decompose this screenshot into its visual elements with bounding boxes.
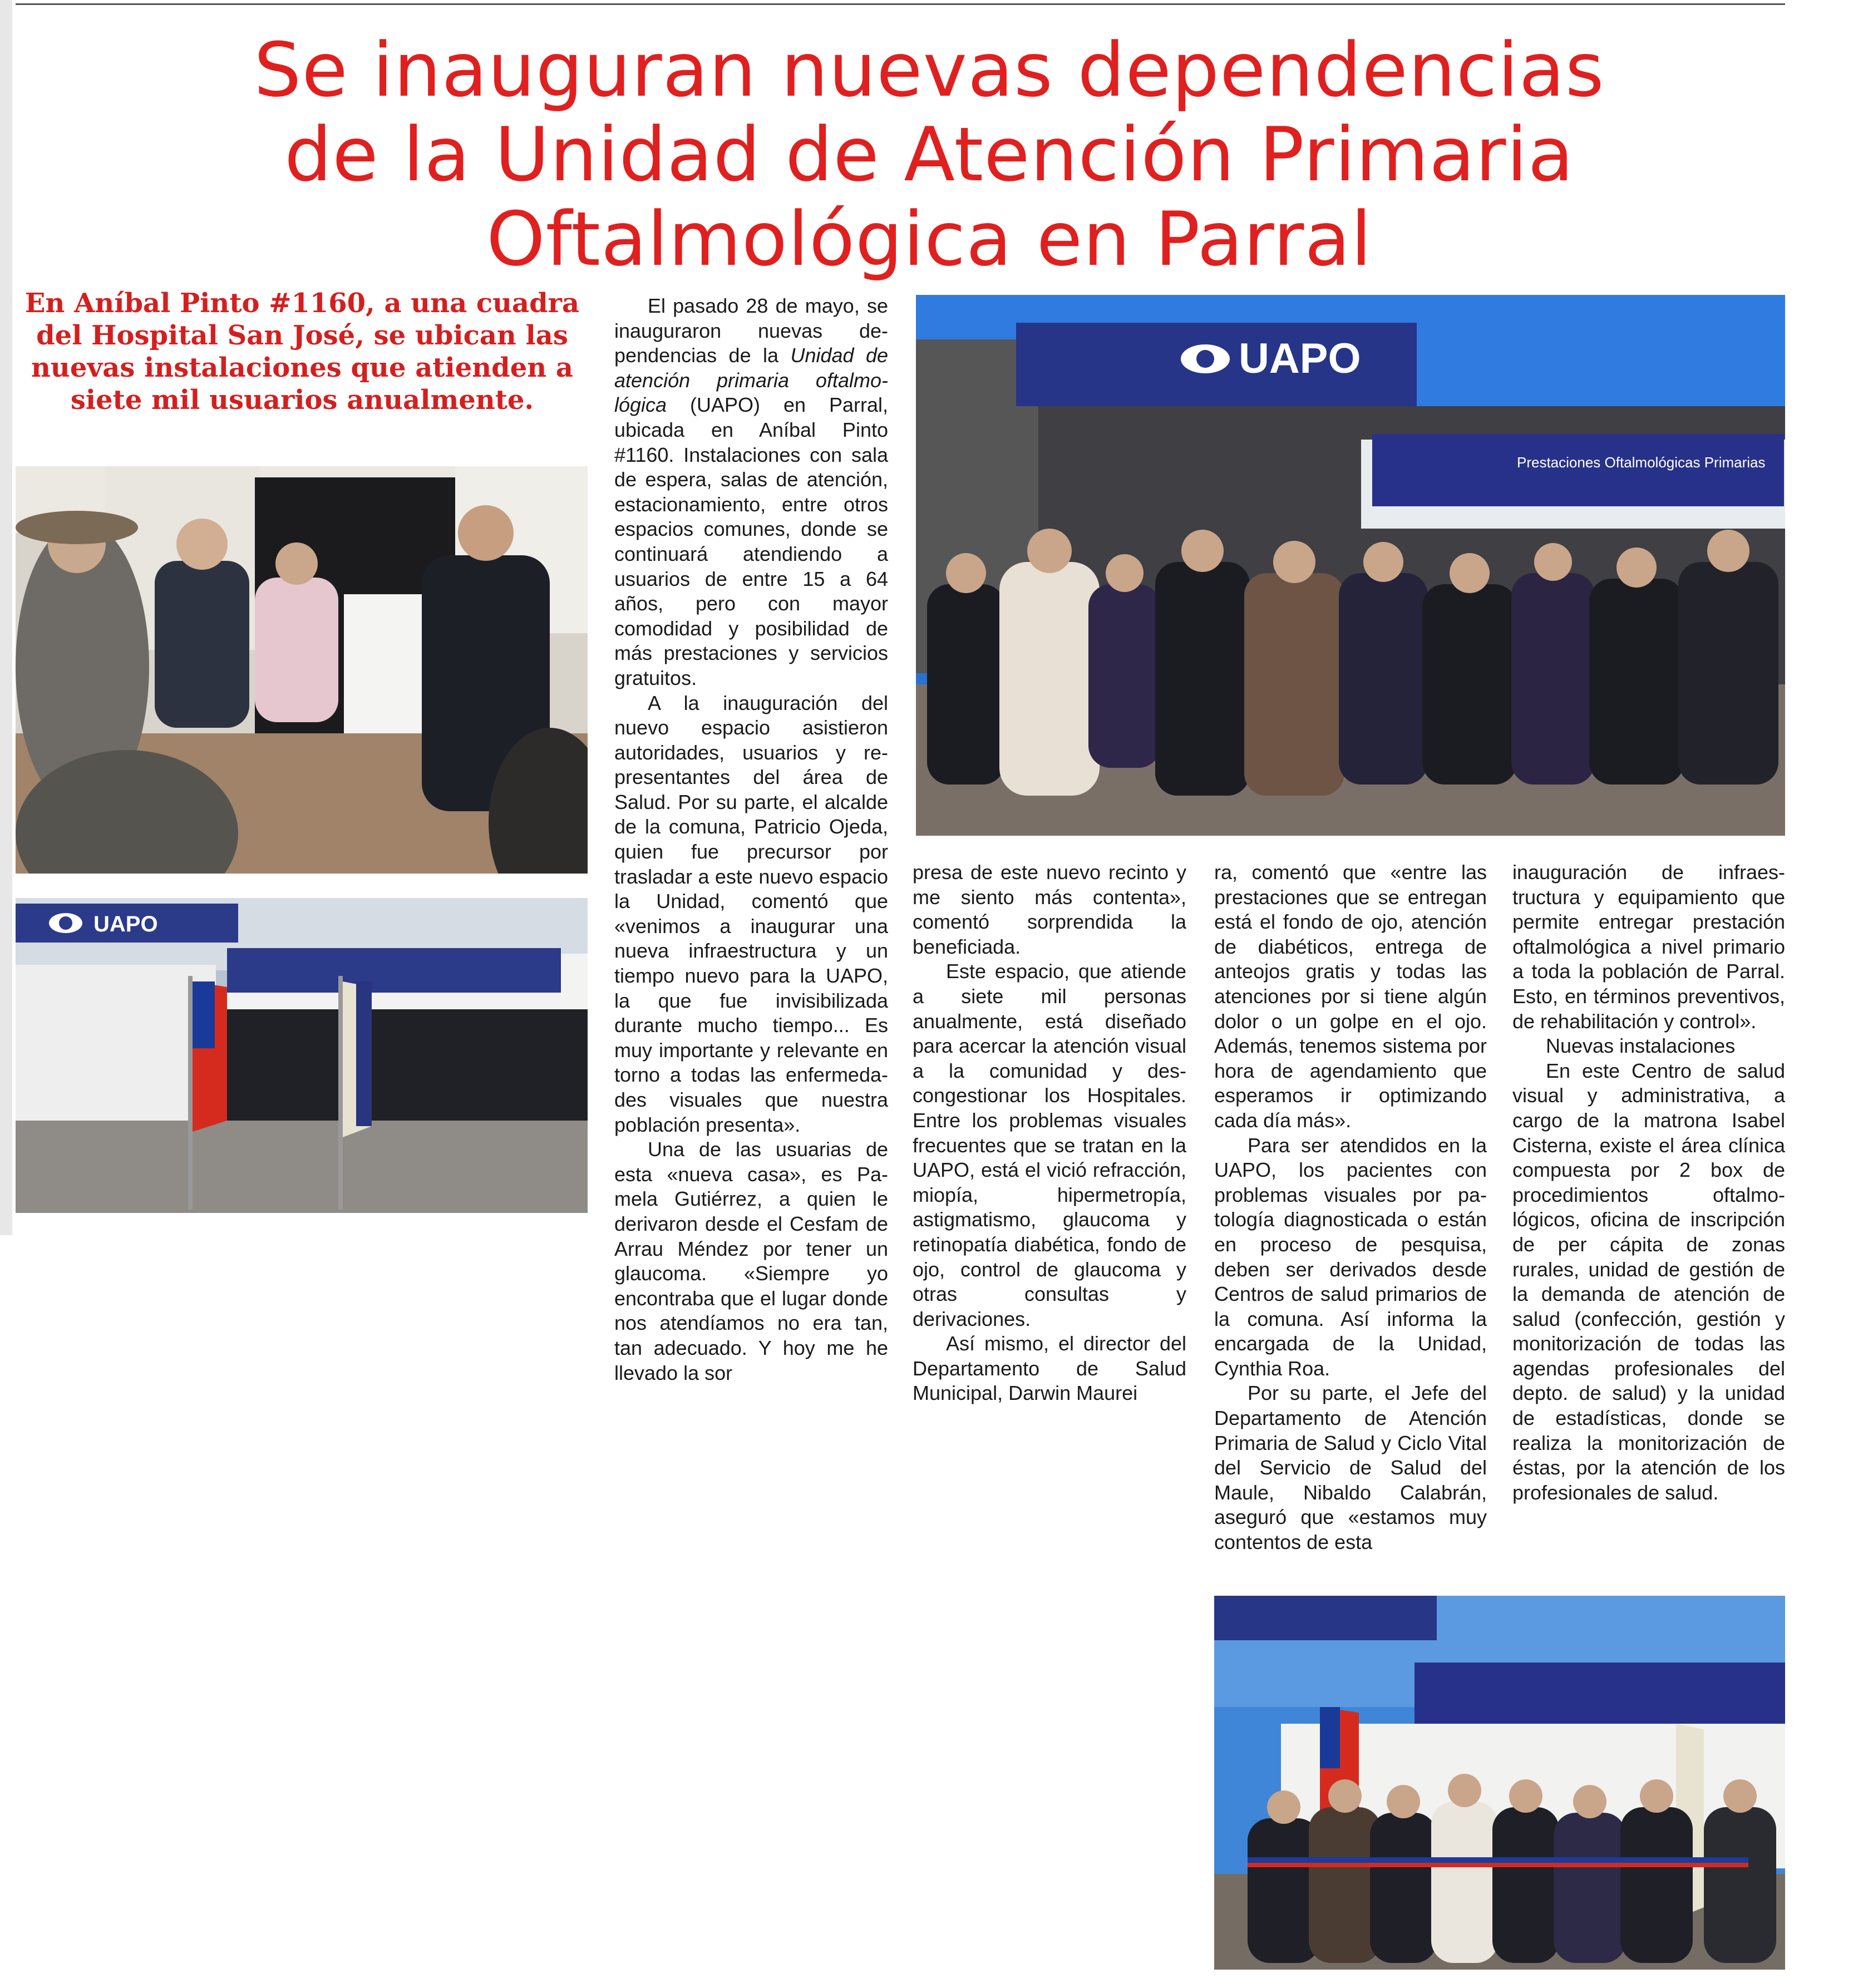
col3-paragraph-1: ra, comentó que «entre las prestaciones que se entregan está el fondo de ojo, atención de diabéticos, entrega de anteojos gratis y todas las atenciones por si tiene algún dolor o un golpe en el ojo. Además, tenemos sistema por hora de agendamiento que esperamos ir optimizando cada día más». [1214,861,1487,1132]
services-banner-text: Prestaciones Oftalmológicas Primarias [1517,454,1766,471]
article-column-1 [614,294,888,1385]
article-column-3 [1214,860,1487,1555]
headline-line-1: Se inauguran nuevas dependencias [254,27,1605,114]
page-edge-shade [0,0,12,1235]
uapo-sign-small: UAPO [93,912,158,936]
col2-paragraph-2: Este espacio, que atiende a siete mil personas anualmente, está diseñado para acercar la atención visual a la comunidad y descongestionar los Hospitales. Entre los problemas visuales frecuentes que se tratan en la UAPO, está el vició refracción, miopía, hipermetropía, astigmatismo, glaucoma y retinopatía diabética, fondo de ojo, control de glaucoma y otras consultas y derivaciones. [913,960,1186,1330]
top-rule [16,3,1785,5]
col4-section-heading: Nuevas instalaciones [1546,1034,1736,1058]
col1-p1-italic: Unidad de atención primaria oftalmológica [614,344,888,417]
col4-paragraph-1: inauguración de infraestructura y equipamiento que permite entregar prestación oftalmológica a nivel primario a toda la población de Parral. Esto, en términos preventivos, de rehabilitación y control». [1512,861,1785,1033]
subheadline: En Aníbal Pinto #1160, a una cuadra del Hospital San José, se ubican las nuevas instalaciones que atienden a siete mil usuarios anualmente. [24,288,580,416]
col1-p1-end: (UAPO) en Parral, ubicada en Aníbal Pinto #1160. Instalaciones con sala de espera, salas de atención, estacionamiento, entre otros espacios comunes, donde se continuará atendiendo a usuarios de entre 15 a 64 años, pero con mayor comodidad y posibilidad de más prestaciones y servicios gratuitos. [614,393,888,689]
headline-line-2: de la Unidad de Atención Primaria [284,111,1574,198]
photo-building-exterior [16,898,588,1213]
col2-paragraph-1: presa de este nuevo recinto y me siento más contenta», comentó sorprendida la beneficiada. [913,861,1186,958]
photo-group-inauguration [916,295,1785,836]
article-column-2 [913,860,1186,1406]
col1-paragraph-1 [614,294,888,691]
col4-paragraph-2: En este Centro de salud visual y administrativa, a cargo de la matrona Isabel Cisterna, existe el área clínica compuesta por 2 box de procedimientos oftalmológicos, oficina de inscripción de per cápita de zonas rurales, unidad de gestión de la demanda de atención de salud (confección, gestión y monitorización de todas las agendas profesionales del depto. de salud) y la unidad de estadísticas, donde se realiza la monitorización de éstas, por la atención de los profesionales de salud. [1512,1059,1785,1504]
article-column-4 [1512,860,1785,1505]
headline [95,28,1764,282]
col1-paragraph-3: Una de las usuarias de esta «nueva casa», es Pamela Gutiérrez, a quien le derivaron desde el Cesfam de Arrau Méndez por tener un glaucoma. «Siempre yo encontraba que el lugar donde nos atendíamos no era tan, tan adecuado. Y hoy me he llevado la sor [614,1138,888,1384]
col2-paragraph-3: Así mismo, el director del Departamento de Salud Municipal, Darwin Maurei [913,1332,1186,1405]
photo-ribbon-cutting [1214,1596,1785,1970]
col3-paragraph-2: Para ser atendidos en la UAPO, los pacientes con problemas visuales por patología diagnosticada o están en proceso de pesquisa, deben ser derivados desde Centros de salud primarios de la comuna. Así informa la encargada de la Unidad, Cynthia Roa. [1214,1133,1487,1380]
headline-line-3: Oftalmológica en Parral [486,196,1372,283]
uapo-sign-text: UAPO [1239,335,1361,382]
col1-paragraph-2: A la inauguración del nuevo espacio asistieron autoridades, usuarios y representantes del área de Salud. Por su parte, el alcalde de la comuna, Patricio Ojeda, quien fue precursor por trasladar a este nuevo espacio la Unidad, comentó que «venimos a inaugurar una nueva infraestructura y un tiempo nuevo para la UAPO, la que fue invisibilizada durante mucho tiempo... Es muy importante y relevante en torno a todas las enfermedades visuales que nuestra población presenta». [614,691,888,1136]
photo-interior-visit [16,466,588,874]
col1-p1-start: El pasado 28 de mayo, se inauguraron nuevas dependencias de la [614,294,888,367]
col3-paragraph-3: Por su parte, el Jefe del Departamento de Atención Primaria de Salud y Ciclo Vital del Servicio de Salud del Maule, Nibaldo Calabrán, aseguró que «estamos muy contentos de esta [1214,1382,1487,1554]
